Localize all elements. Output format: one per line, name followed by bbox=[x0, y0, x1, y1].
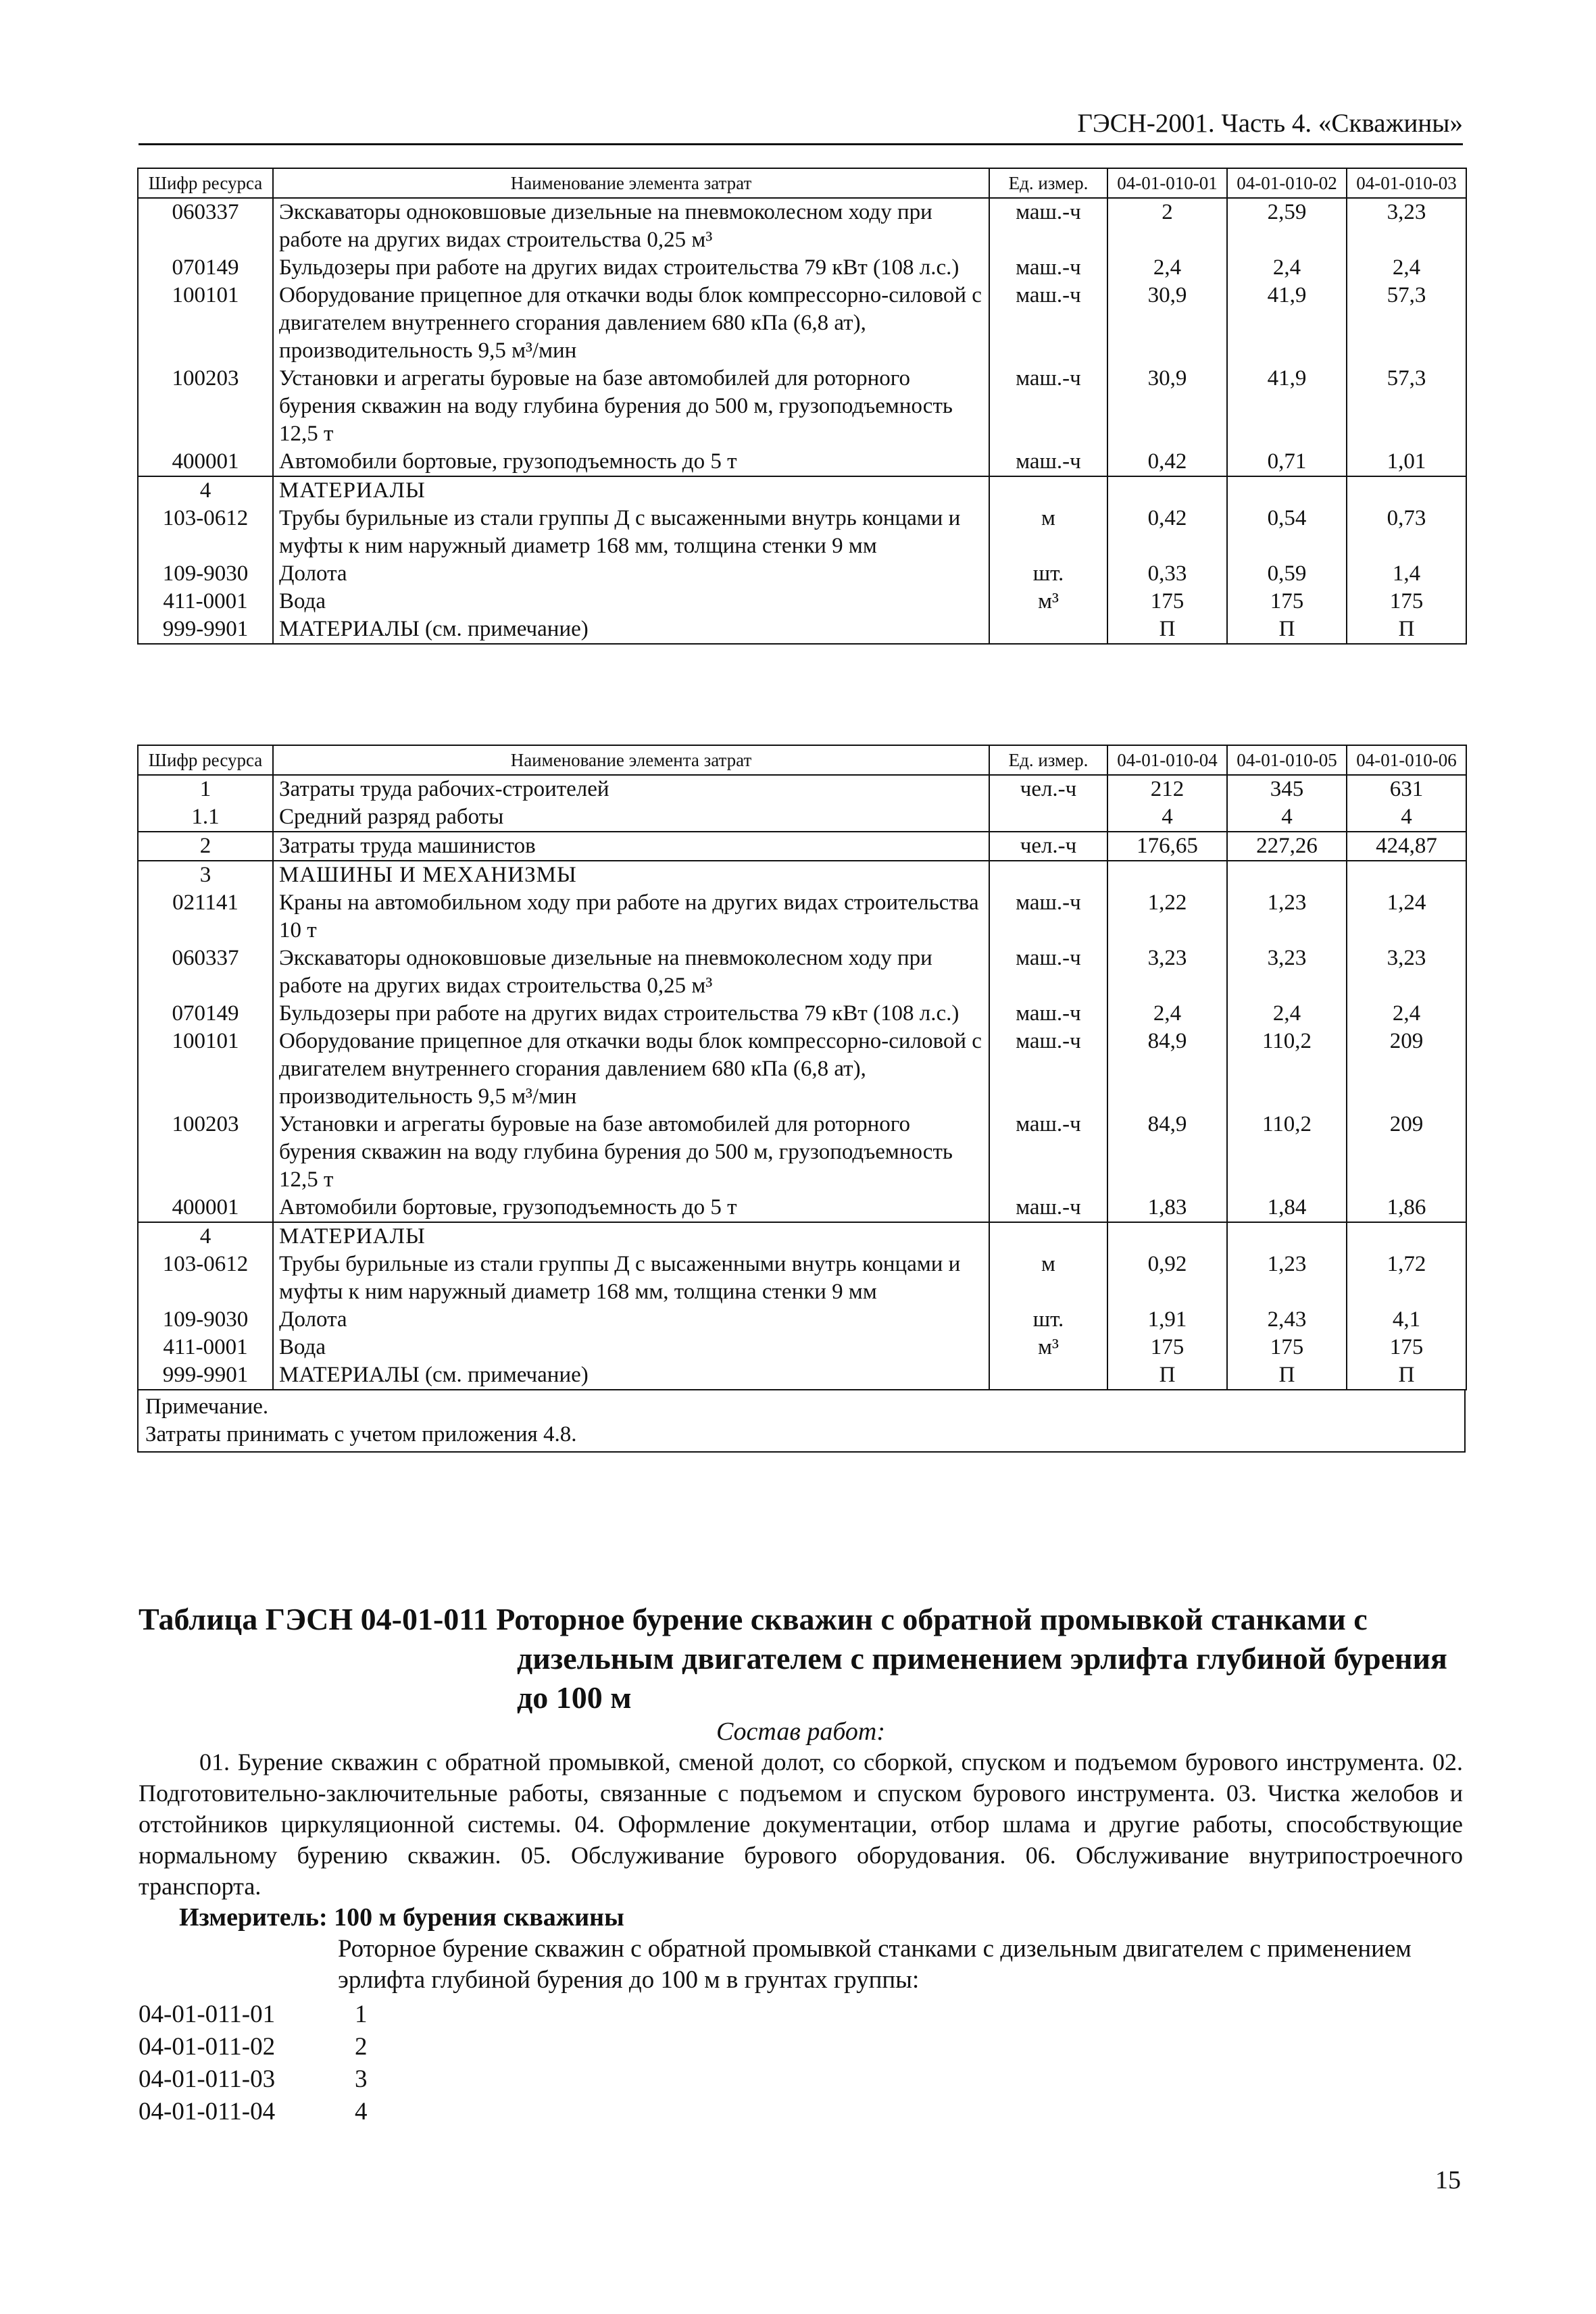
norm-value: 84,9 bbox=[1107, 1028, 1227, 1111]
header-unit: Ед. измер. bbox=[989, 745, 1107, 775]
note-text: Затраты принимать с учетом приложения 4.8. bbox=[145, 1422, 577, 1447]
unit-of-measure: м bbox=[989, 1251, 1107, 1306]
works-description: 01. Бурение скважин с обратной промывкой, сменой долот, со сборкой, спуском и подъемом бурового инструмента. 02. Подготовительно-заключительные работы, связанные с подъемом и спуском бурового инструмента. 03. Чистка желобов и отстойников циркуляционной системы. 04. Оформление документации, отбор шлама и другие работы, способствующие нормальному бурению скважин. 05. Обслуживание бурового оборудования. 06. Обслуживание внутрипостроечного транспорта. bbox=[139, 1749, 1463, 1900]
norm-value bbox=[1347, 861, 1466, 889]
norm-value: 4 bbox=[1347, 803, 1466, 832]
norm-value: 2,4 bbox=[1107, 1000, 1227, 1028]
norm-value: 3,23 bbox=[1347, 198, 1466, 254]
variant-group: 2 bbox=[355, 2033, 368, 2061]
norm-value: 2,43 bbox=[1227, 1306, 1347, 1334]
table-header-row bbox=[138, 745, 1466, 775]
unit-of-measure bbox=[989, 1222, 1107, 1251]
norm-value: П bbox=[1107, 1361, 1227, 1390]
resource-code: 3 bbox=[138, 861, 273, 889]
unit-of-measure bbox=[989, 1361, 1107, 1390]
resource-code: 021141 bbox=[138, 889, 273, 945]
norm-value: 175 bbox=[1347, 1334, 1466, 1361]
norm-value: 175 bbox=[1347, 588, 1466, 615]
norm-value: 2,4 bbox=[1227, 1000, 1347, 1028]
unit-of-measure bbox=[989, 803, 1107, 832]
resource-code: 070149 bbox=[138, 1000, 273, 1028]
cost-element-name: Экскаваторы одноковшовые дизельные на пневмоколесном ходу при работе на других видах строительства 0,25 м³ bbox=[273, 945, 989, 1000]
norm-value: 4,1 bbox=[1347, 1306, 1466, 1334]
cost-table-1 bbox=[137, 168, 1467, 645]
norm-value: 4 bbox=[1227, 803, 1347, 832]
table-row bbox=[138, 365, 1466, 448]
resource-code: 109-9030 bbox=[138, 1306, 273, 1334]
norm-value: 2,4 bbox=[1107, 254, 1227, 282]
table-row bbox=[138, 1028, 1466, 1111]
unit-of-measure: маш.-ч bbox=[989, 448, 1107, 476]
norm-value: 2,59 bbox=[1227, 198, 1347, 254]
norm-value: 0,42 bbox=[1107, 448, 1227, 476]
cost-element-name: Вода bbox=[273, 1334, 989, 1361]
cost-element-name: Автомобили бортовые, грузоподъемность до 5 т bbox=[273, 1194, 989, 1222]
unit-of-measure: маш.-ч bbox=[989, 1028, 1107, 1111]
table-row bbox=[138, 861, 1466, 889]
running-header bbox=[139, 108, 1463, 145]
cost-element-name: Трубы бурильные из стали группы Д с высаженными внутрь концами и муфты к ним наружный диаметр 168 мм, толщина стенки 9 мм bbox=[273, 1251, 989, 1306]
norm-value: 3,23 bbox=[1107, 945, 1227, 1000]
norm-value: 0,92 bbox=[1107, 1251, 1227, 1306]
norm-value: 3,23 bbox=[1227, 945, 1347, 1000]
cost-element-name: Экскаваторы одноковшовые дизельные на пневмоколесном ходу при работе на других видах строительства 0,25 м³ bbox=[273, 198, 989, 254]
table-row bbox=[138, 198, 1466, 254]
resource-code: 100203 bbox=[138, 1111, 273, 1194]
header-unit: Ед. измер. bbox=[989, 168, 1107, 198]
norm-value: 631 bbox=[1347, 775, 1466, 803]
unit-of-measure: маш.-ч bbox=[989, 282, 1107, 365]
table-row bbox=[138, 588, 1466, 615]
norm-value bbox=[1107, 476, 1227, 505]
norm-value: 0,33 bbox=[1107, 560, 1227, 588]
norm-value: 57,3 bbox=[1347, 365, 1466, 448]
cost-element-name: Долота bbox=[273, 560, 989, 588]
norm-value: 1,23 bbox=[1227, 1251, 1347, 1306]
norm-value: 212 bbox=[1107, 775, 1227, 803]
unit-of-measure bbox=[989, 476, 1107, 505]
table-row bbox=[138, 254, 1466, 282]
resource-code: 060337 bbox=[138, 198, 273, 254]
table-row bbox=[138, 476, 1466, 505]
norm-value: 1,72 bbox=[1347, 1251, 1466, 1306]
norm-value: 57,3 bbox=[1347, 282, 1466, 365]
header-norm-5: 04-01-010-05 bbox=[1227, 745, 1347, 775]
norm-value bbox=[1347, 476, 1466, 505]
composition-label: Состав работ: bbox=[716, 1717, 886, 1746]
norm-value: 176,65 bbox=[1107, 832, 1227, 861]
cost-element-name: Автомобили бортовые, грузоподъемность до 5 т bbox=[273, 448, 989, 476]
list-item bbox=[139, 1998, 368, 2031]
norm-value: 1,83 bbox=[1107, 1194, 1227, 1222]
norm-value: 1,22 bbox=[1107, 889, 1227, 945]
norm-value: 0,71 bbox=[1227, 448, 1347, 476]
norm-value: 175 bbox=[1227, 1334, 1347, 1361]
norm-value: 1,23 bbox=[1227, 889, 1347, 945]
cost-element-name: Установки и агрегаты буровые на базе автомобилей для роторного бурения скважин на воду глубина бурения до 500 м, грузоподъемность 12,5 т bbox=[273, 365, 989, 448]
section-title-line-2: дизельным двигателем с применением эрлифта глубиной бурения до 100 м bbox=[517, 1641, 1447, 1715]
norm-value: 2,4 bbox=[1227, 254, 1347, 282]
unit-of-measure: чел.-ч bbox=[989, 832, 1107, 861]
resource-code: 400001 bbox=[138, 448, 273, 476]
norm-value: 110,2 bbox=[1227, 1111, 1347, 1194]
resource-code: 100203 bbox=[138, 365, 273, 448]
norm-value bbox=[1107, 861, 1227, 889]
header-norm-6: 04-01-010-06 bbox=[1347, 745, 1466, 775]
resource-code: 411-0001 bbox=[138, 588, 273, 615]
norm-value: 110,2 bbox=[1227, 1028, 1347, 1111]
cost-element-name: Краны на автомобильном ходу при работе на других видах строительства 10 т bbox=[273, 889, 989, 945]
resource-code: 100101 bbox=[138, 1028, 273, 1111]
norm-value: 424,87 bbox=[1347, 832, 1466, 861]
cost-element-name: Затраты труда машинистов bbox=[273, 832, 989, 861]
unit-of-measure: маш.-ч bbox=[989, 1111, 1107, 1194]
norm-value: П bbox=[1347, 1361, 1466, 1390]
header-norm-2: 04-01-010-02 bbox=[1227, 168, 1347, 198]
cost-element-name: Средний разряд работы bbox=[273, 803, 989, 832]
list-item bbox=[139, 2031, 368, 2063]
unit-of-measure: м³ bbox=[989, 588, 1107, 615]
variant-group: 3 bbox=[355, 2065, 368, 2093]
norm-value: 30,9 bbox=[1107, 282, 1227, 365]
resource-code: 400001 bbox=[138, 1194, 273, 1222]
cost-element-name: Вода bbox=[273, 588, 989, 615]
cost-element-name: Затраты труда рабочих-строителей bbox=[273, 775, 989, 803]
table-row bbox=[138, 1361, 1466, 1390]
norm-value: 1,91 bbox=[1107, 1306, 1227, 1334]
running-title: ГЭСН-2001. Часть 4. «Скважины» bbox=[1077, 109, 1463, 138]
norm-value: П bbox=[1347, 615, 1466, 644]
cost-element-name: Бульдозеры при работе на других видах строительства 79 кВт (108 л.с.) bbox=[273, 254, 989, 282]
variant-group: 4 bbox=[355, 2098, 368, 2126]
table-row bbox=[138, 282, 1466, 365]
unit-of-measure: чел.-ч bbox=[989, 775, 1107, 803]
cost-element-name: МАТЕРИАЛЫ bbox=[273, 476, 989, 505]
cost-element-name: МАТЕРИАЛЫ (см. примечание) bbox=[273, 1361, 989, 1390]
norm-value: 209 bbox=[1347, 1028, 1466, 1111]
unit-of-measure: м bbox=[989, 505, 1107, 560]
norm-value: 1,84 bbox=[1227, 1194, 1347, 1222]
variant-list bbox=[139, 1998, 368, 2128]
resource-code: 103-0612 bbox=[138, 1251, 273, 1306]
norm-value: 227,26 bbox=[1227, 832, 1347, 861]
list-item bbox=[139, 2063, 368, 2096]
table-row bbox=[138, 560, 1466, 588]
unit-of-measure: м³ bbox=[989, 1334, 1107, 1361]
norm-value bbox=[1227, 476, 1347, 505]
norm-value: 30,9 bbox=[1107, 365, 1227, 448]
norm-value: 2 bbox=[1107, 198, 1227, 254]
unit-of-measure: шт. bbox=[989, 560, 1107, 588]
cost-element-name: Установки и агрегаты буровые на базе автомобилей для роторного бурения скважин на воду глубина бурения до 500 м, грузоподъемность 12,5 т bbox=[273, 1111, 989, 1194]
table-row bbox=[138, 505, 1466, 560]
note-label: Примечание. bbox=[145, 1394, 269, 1419]
unit-of-measure: маш.-ч bbox=[989, 889, 1107, 945]
resource-code: 100101 bbox=[138, 282, 273, 365]
norm-value: 0,59 bbox=[1227, 560, 1347, 588]
header-name: Наименование элемента затрат bbox=[273, 745, 989, 775]
variant-group: 1 bbox=[355, 2001, 368, 2028]
table-row bbox=[138, 1334, 1466, 1361]
header-name: Наименование элемента затрат bbox=[273, 168, 989, 198]
norm-value: 3,23 bbox=[1347, 945, 1466, 1000]
norm-value: 175 bbox=[1107, 588, 1227, 615]
header-code: Шифр ресурса bbox=[138, 745, 273, 775]
variant-code: 04-01-011-02 bbox=[139, 2033, 276, 2061]
norm-value bbox=[1227, 861, 1347, 889]
norm-value: 175 bbox=[1107, 1334, 1227, 1361]
note-box bbox=[137, 1390, 1466, 1453]
norm-value: 1,86 bbox=[1347, 1194, 1466, 1222]
unit-of-measure bbox=[989, 861, 1107, 889]
table-row bbox=[138, 945, 1466, 1000]
norm-value: 0,73 bbox=[1347, 505, 1466, 560]
norm-value: 4 bbox=[1107, 803, 1227, 832]
norm-value bbox=[1347, 1222, 1466, 1251]
norm-value: 175 bbox=[1227, 588, 1347, 615]
resource-code: 2 bbox=[138, 832, 273, 861]
resource-code: 1.1 bbox=[138, 803, 273, 832]
table-row bbox=[138, 889, 1466, 945]
unit-of-measure: маш.-ч bbox=[989, 254, 1107, 282]
unit-of-measure: шт. bbox=[989, 1306, 1107, 1334]
list-item bbox=[139, 2096, 368, 2128]
cost-element-name: Оборудование прицепное для откачки воды блок компрессорно-силовой с двигателем внутреннего сгорания давлением 680 кПа (6,8 ат), производительность 9,5 м³/мин bbox=[273, 282, 989, 365]
resource-code: 999-9901 bbox=[138, 615, 273, 644]
table-row bbox=[138, 775, 1466, 803]
variant-code: 04-01-011-01 bbox=[139, 2001, 276, 2028]
variant-description: Роторное бурение скважин с обратной промывкой станками с дизельным двигателем с применением эрлифта глубиной бурения до 100 м в грунтах группы: bbox=[338, 1935, 1412, 1994]
norm-value: 1,24 bbox=[1347, 889, 1466, 945]
norm-value: 2,4 bbox=[1347, 1000, 1466, 1028]
unit-of-measure: маш.-ч bbox=[989, 198, 1107, 254]
norm-value: 345 bbox=[1227, 775, 1347, 803]
header-code: Шифр ресурса bbox=[138, 168, 273, 198]
norm-value: 1,01 bbox=[1347, 448, 1466, 476]
resource-code: 4 bbox=[138, 1222, 273, 1251]
resource-code: 070149 bbox=[138, 254, 273, 282]
norm-value: П bbox=[1227, 1361, 1347, 1390]
cost-element-name: Долота bbox=[273, 1306, 989, 1334]
unit-of-measure: маш.-ч bbox=[989, 1000, 1107, 1028]
norm-value bbox=[1227, 1222, 1347, 1251]
cost-table-2 bbox=[137, 745, 1467, 1390]
table-row bbox=[138, 1194, 1466, 1222]
table-row bbox=[138, 1306, 1466, 1334]
resource-code: 4 bbox=[138, 476, 273, 505]
resource-code: 103-0612 bbox=[138, 505, 273, 560]
variant-code: 04-01-011-03 bbox=[139, 2065, 276, 2093]
table-row bbox=[138, 1111, 1466, 1194]
header-norm-3: 04-01-010-03 bbox=[1347, 168, 1466, 198]
cost-element-name: МАТЕРИАЛЫ (см. примечание) bbox=[273, 615, 989, 644]
cost-element-name: Трубы бурильные из стали группы Д с высаженными внутрь концами и муфты к ним наружный диаметр 168 мм, толщина стенки 9 мм bbox=[273, 505, 989, 560]
cost-element-name: МАТЕРИАЛЫ bbox=[273, 1222, 989, 1251]
table-row bbox=[138, 448, 1466, 476]
cost-element-name: Оборудование прицепное для откачки воды блок компрессорно-силовой с двигателем внутреннего сгорания давлением 680 кПа (6,8 ат), производительность 9,5 м³/мин bbox=[273, 1028, 989, 1111]
table-row bbox=[138, 1222, 1466, 1251]
norm-value: 0,42 bbox=[1107, 505, 1227, 560]
unit-of-measure bbox=[989, 615, 1107, 644]
norm-value: П bbox=[1227, 615, 1347, 644]
table-row bbox=[138, 1251, 1466, 1306]
header-norm-4: 04-01-010-04 bbox=[1107, 745, 1227, 775]
table-row bbox=[138, 615, 1466, 644]
table-row bbox=[138, 832, 1466, 861]
cost-element-name: МАШИНЫ И МЕХАНИЗМЫ bbox=[273, 861, 989, 889]
unit-of-measure: маш.-ч bbox=[989, 1194, 1107, 1222]
resource-code: 060337 bbox=[138, 945, 273, 1000]
variant-code: 04-01-011-04 bbox=[139, 2098, 276, 2126]
cost-element-name: Бульдозеры при работе на других видах строительства 79 кВт (108 л.с.) bbox=[273, 1000, 989, 1028]
section-title bbox=[139, 1600, 1463, 1717]
resource-code: 109-9030 bbox=[138, 560, 273, 588]
table-header-row bbox=[138, 168, 1466, 198]
unit-of-measure: маш.-ч bbox=[989, 365, 1107, 448]
norm-value: П bbox=[1107, 615, 1227, 644]
table-row bbox=[138, 803, 1466, 832]
norm-value: 209 bbox=[1347, 1111, 1466, 1194]
resource-code: 1 bbox=[138, 775, 273, 803]
page-number: 15 bbox=[1435, 2166, 1461, 2194]
section-title-line-1: Таблица ГЭСН 04-01-011 Роторное бурение скважин с обратной промывкой станками с bbox=[139, 1602, 1368, 1636]
norm-value: 41,9 bbox=[1227, 365, 1347, 448]
norm-value: 2,4 bbox=[1347, 254, 1466, 282]
measure-unit: Измеритель: 100 м бурения скважины bbox=[179, 1903, 624, 1932]
table-row bbox=[138, 1000, 1466, 1028]
norm-value bbox=[1107, 1222, 1227, 1251]
norm-value: 1,4 bbox=[1347, 560, 1466, 588]
norm-value: 41,9 bbox=[1227, 282, 1347, 365]
resource-code: 411-0001 bbox=[138, 1334, 273, 1361]
resource-code: 999-9901 bbox=[138, 1361, 273, 1390]
norm-value: 84,9 bbox=[1107, 1111, 1227, 1194]
unit-of-measure: маш.-ч bbox=[989, 945, 1107, 1000]
norm-value: 0,54 bbox=[1227, 505, 1347, 560]
header-norm-1: 04-01-010-01 bbox=[1107, 168, 1227, 198]
